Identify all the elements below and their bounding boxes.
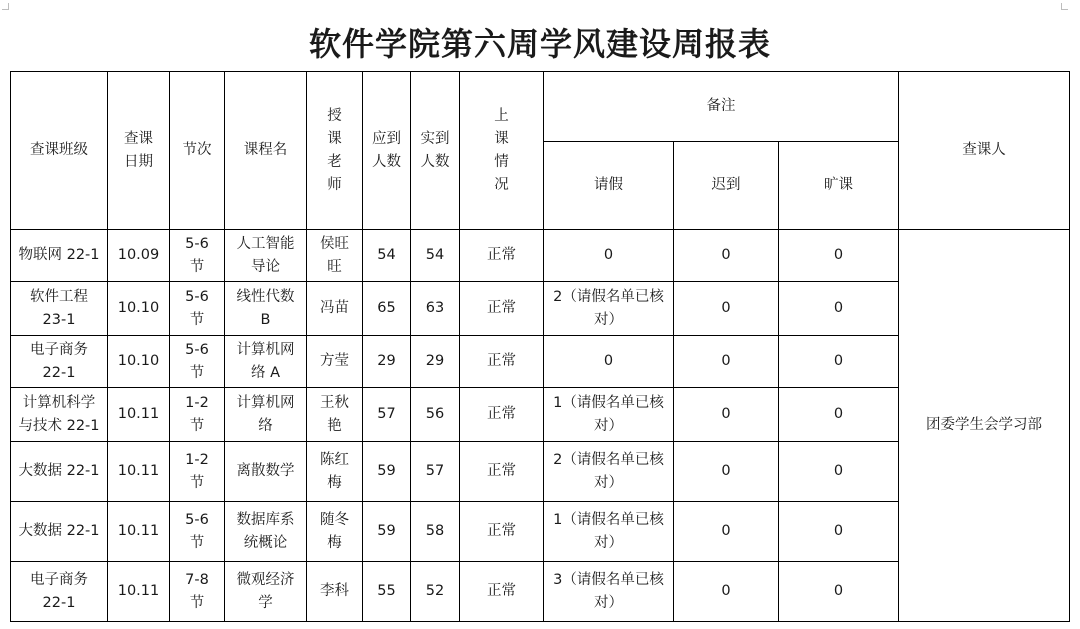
cell-late: 0 [674,502,779,562]
report-table [10,71,1070,622]
cell-teacher: 方莹 [307,336,363,388]
cell-actual: 56 [411,388,460,442]
cell-teacher: 陈红 梅 [307,442,363,502]
cell-expected: 65 [363,282,411,336]
header-actual: 实到 人数 [411,72,460,230]
cell-absent: 0 [779,230,899,282]
cell-period: 7-8 节 [170,562,225,622]
cell-actual: 54 [411,230,460,282]
header-course: 课程名 [225,72,307,230]
cell-period: 1-2 节 [170,388,225,442]
cell-absent: 0 [779,282,899,336]
cell-leave: 0 [544,230,674,282]
header-leave: 请假 [544,142,674,230]
cell-expected: 59 [363,442,411,502]
cell-date: 10.09 [108,230,170,282]
cell-leave: 1（请假名单已核 对） [544,388,674,442]
cell-date: 10.11 [108,388,170,442]
header-period: 节次 [170,72,225,230]
cell-actual: 58 [411,502,460,562]
cell-date: 10.10 [108,336,170,388]
cell-class: 软件工程 23-1 [11,282,108,336]
cell-absent: 0 [779,562,899,622]
cell-leave: 3（请假名单已核 对） [544,562,674,622]
cell-expected: 29 [363,336,411,388]
cell-teacher: 王秋 艳 [307,388,363,442]
cell-absent: 0 [779,388,899,442]
header-remarks: 备注 [544,72,899,142]
cell-leave: 1（请假名单已核 对） [544,502,674,562]
cell-course: 计算机网 络 [225,388,307,442]
cell-absent: 0 [779,442,899,502]
cell-period: 1-2 节 [170,442,225,502]
cell-course: 离散数学 [225,442,307,502]
cell-course: 微观经济 学 [225,562,307,622]
cell-status: 正常 [460,282,544,336]
header-late: 迟到 [674,142,779,230]
cell-late: 0 [674,282,779,336]
header-status: 上 课 情 况 [460,72,544,230]
cell-course: 线性代数 B [225,282,307,336]
cell-late: 0 [674,336,779,388]
page-corner-mark-right [1061,3,1068,10]
cell-actual: 52 [411,562,460,622]
cell-class: 电子商务 22-1 [11,336,108,388]
table-row [11,230,1070,282]
header-teacher: 授 课 老 师 [307,72,363,230]
cell-status: 正常 [460,388,544,442]
cell-class: 电子商务 22-1 [11,562,108,622]
cell-inspector: 团委学生会学习部 [899,230,1070,622]
cell-expected: 54 [363,230,411,282]
cell-actual: 63 [411,282,460,336]
cell-status: 正常 [460,336,544,388]
header-class: 查课班级 [11,72,108,230]
cell-class: 计算机科学 与技术 22-1 [11,388,108,442]
header-row [11,72,1070,142]
cell-expected: 59 [363,502,411,562]
cell-period: 5-6 节 [170,230,225,282]
cell-absent: 0 [779,336,899,388]
cell-teacher: 随冬 梅 [307,502,363,562]
cell-class: 大数据 22-1 [11,502,108,562]
cell-leave: 0 [544,336,674,388]
cell-late: 0 [674,388,779,442]
page-title: 软件学院第六周学风建设周报表 [308,25,771,63]
cell-class: 物联网 22-1 [11,230,108,282]
cell-teacher: 冯苗 [307,282,363,336]
page-corner-mark-left [2,3,9,10]
cell-late: 0 [674,562,779,622]
cell-actual: 29 [411,336,460,388]
header-inspector: 查课人 [899,72,1070,230]
cell-late: 0 [674,230,779,282]
cell-date: 10.10 [108,282,170,336]
cell-leave: 2（请假名单已核 对） [544,442,674,502]
cell-course: 人工智能 导论 [225,230,307,282]
cell-course: 计算机网 络 A [225,336,307,388]
cell-absent: 0 [779,502,899,562]
cell-teacher: 李科 [307,562,363,622]
cell-status: 正常 [460,442,544,502]
cell-status: 正常 [460,502,544,562]
header-expected: 应到 人数 [363,72,411,230]
header-date: 查课 日期 [108,72,170,230]
cell-actual: 57 [411,442,460,502]
header-absent: 旷课 [779,142,899,230]
cell-expected: 57 [363,388,411,442]
cell-date: 10.11 [108,562,170,622]
cell-leave: 2（请假名单已核 对） [544,282,674,336]
cell-date: 10.11 [108,502,170,562]
cell-date: 10.11 [108,442,170,502]
cell-period: 5-6 节 [170,502,225,562]
cell-teacher: 侯旺 旺 [307,230,363,282]
cell-status: 正常 [460,230,544,282]
cell-period: 5-6 节 [170,282,225,336]
cell-course: 数据库系 统概论 [225,502,307,562]
cell-class: 大数据 22-1 [11,442,108,502]
cell-period: 5-6 节 [170,336,225,388]
cell-status: 正常 [460,562,544,622]
cell-expected: 55 [363,562,411,622]
cell-late: 0 [674,442,779,502]
